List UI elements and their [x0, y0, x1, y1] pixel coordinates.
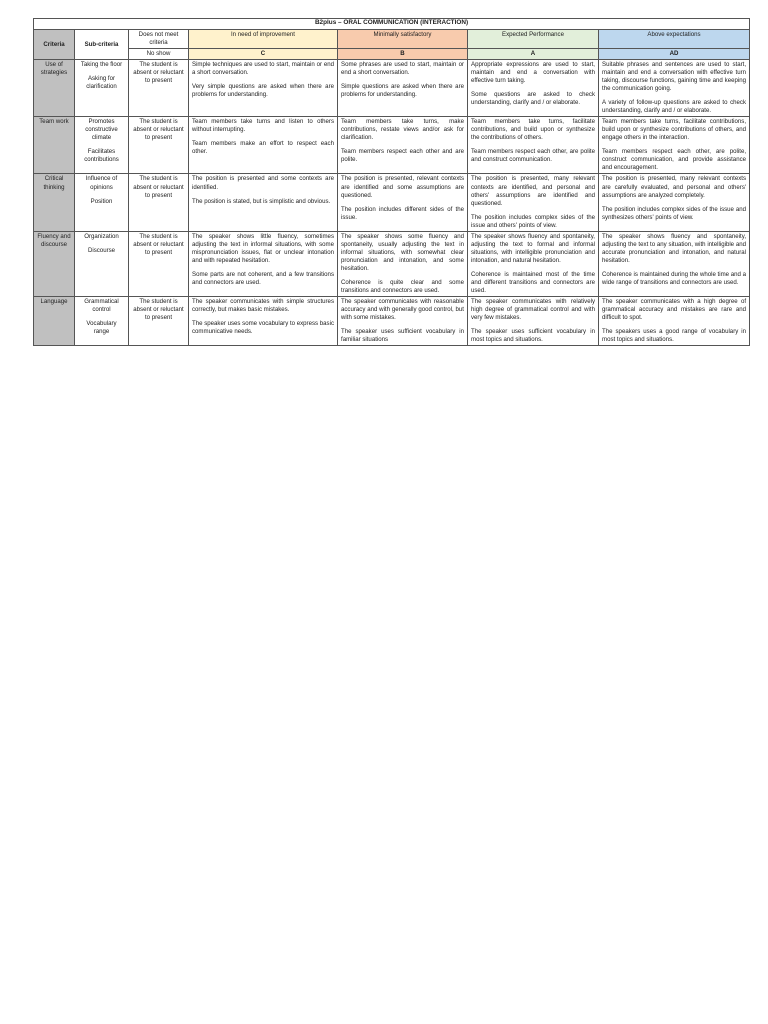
criteria-cell: Fluency and discourse: [34, 231, 75, 296]
table-row: [34, 60, 750, 117]
sub-criteria-cell: Organization Discourse: [75, 231, 129, 296]
ad-descriptor: The speaker communicates with a high degree of grammatical accuracy and mistakes are rare and difficult to spot. The speakers uses a good range of vocabulary in most topics and situations.: [599, 296, 750, 345]
a-descriptor: The speaker communicates with relatively high degree of grammatical control and with very few mistakes. The speaker uses sufficient vocabulary in most topics and situations.: [468, 296, 599, 345]
sub-criteria-header: Sub-criteria: [75, 30, 129, 60]
sub-criteria-cell: Grammatical control Vocabulary range: [75, 296, 129, 345]
c-descriptor: The speaker communicates with simple structures correctly, but makes basic mistakes. The speaker uses some vocabulary to express basic communicative needs.: [189, 296, 338, 345]
a-descriptor: The speaker shows fluency and spontaneity, adjusting the text to formal and informal situations, with intelligible pronunciation and intonation, and natural hesitation. Coherence is maintained most of the time and different transitions and connectors are used.: [468, 231, 599, 296]
dnm-cell: The student is absent or reluctant to present: [129, 231, 189, 296]
ad-level-header: Above expectations: [599, 30, 750, 49]
sub-criteria-cell: Influence of opinions Position: [75, 174, 129, 231]
b-descriptor: Team members take turns, make contributions, restate views and/or ask for clarification. Team members respect each other and are polite.: [338, 117, 468, 174]
rubric-title: B2plus – ORAL COMMUNICATION (INTERACTION): [34, 19, 750, 30]
b-level-header: Minimally satisfactory: [338, 30, 468, 49]
c-level-header: In need of improvement: [189, 30, 338, 49]
ad-letter: AD: [599, 49, 750, 60]
sub-criteria-cell: Taking the floor Asking for clarification: [75, 60, 129, 117]
a-descriptor: Team members take turns, facilitate contributions, and build upon or synthesize the contributions of others. Team members respect each other, are polite and construct communication.: [468, 117, 599, 174]
ad-descriptor: Team members take turns, facilitate contributions, build upon or synthesize contributions of others, and engage others in the interaction. Team members respect each other, are polite, construct communication, and provide assistance and encouragement.: [599, 117, 750, 174]
c-letter: C: [189, 49, 338, 60]
criteria-cell: Team work: [34, 117, 75, 174]
rubric-table: [33, 18, 750, 346]
b-descriptor: The position is presented, relevant contexts are identified and some assumptions are questioned. The position includes different sides of the issue.: [338, 174, 468, 231]
table-row: [34, 174, 750, 231]
dnm-header: Does not meet criteria: [129, 30, 189, 49]
a-descriptor: The position is presented, many relevant contexts are identified, and personal and others' assumptions are identified and questioned. The position includes complex sides of the issue and others' points of view.: [468, 174, 599, 231]
b-letter: B: [338, 49, 468, 60]
dnm-cell: The student is absent or reluctant to present: [129, 117, 189, 174]
dnm-subheader: No show: [129, 49, 189, 60]
criteria-cell: Use of strategies: [34, 60, 75, 117]
table-row: [34, 296, 750, 345]
b-descriptor: Some phrases are used to start, maintain or end a short conversation. Simple questions are asked when there are problems for understanding.: [338, 60, 468, 117]
ad-descriptor: The position is presented, many relevant contexts are carefully evaluated, and personal and others' assumptions are analyzed completely. The position includes complex sides of the issue and synthesizes others' points of view.: [599, 174, 750, 231]
title-row: [34, 19, 750, 30]
c-descriptor: The speaker shows little fluency, sometimes adjusting the text in informal situations, with some mispronunciation issues, flat or unclear intonation and with repeated hesitation. Some parts are not coherent, and a few transitions and connectors are used.: [189, 231, 338, 296]
header-row: [34, 30, 750, 49]
a-level-header: Expected Performance: [468, 30, 599, 49]
letter-row: [34, 49, 750, 60]
c-descriptor: The position is presented and some contexts are identified. The position is stated, but is simplistic and obvious.: [189, 174, 338, 231]
a-letter: A: [468, 49, 599, 60]
table-row: [34, 231, 750, 296]
c-descriptor: Team members take turns and listen to others without interrupting. Team members make an effort to respect each other.: [189, 117, 338, 174]
table-row: [34, 117, 750, 174]
dnm-cell: The student is absent or reluctant to present: [129, 60, 189, 117]
dnm-cell: The student is absent or reluctant to present: [129, 174, 189, 231]
criteria-header: Criteria: [34, 30, 75, 60]
ad-descriptor: The speaker shows fluency and spontaneity, adjusting the text to any situation, with intelligible and accurate pronunciation and intonation, and natural hesitation. Coherence is maintained during the whole time and a wide range of transitions and connectors are used.: [599, 231, 750, 296]
ad-descriptor: Suitable phrases and sentences are used to start, maintain and end a conversation with effective turn taking, discourse functions, gaining time and keeping the communication going. A variety of follow-up questions are asked to check understanding, clarify and / or elaborate.: [599, 60, 750, 117]
criteria-cell: Language: [34, 296, 75, 345]
a-descriptor: Appropriate expressions are used to start, maintain and end a conversation with effective turn taking. Some questions are asked to check understanding, clarify and / or elaborate.: [468, 60, 599, 117]
sub-criteria-cell: Promotes constructive climate Facilitates contributions: [75, 117, 129, 174]
b-descriptor: The speaker shows some fluency and spontaneity, usually adjusting the text in informal situations, with somewhat clear pronunciation and intonation, and some hesitation. Coherence is quite clear and some transitions and connectors are used.: [338, 231, 468, 296]
criteria-cell: Critical thinking: [34, 174, 75, 231]
dnm-cell: The student is absent or reluctant to present: [129, 296, 189, 345]
b-descriptor: The speaker communicates with reasonable accuracy and with generally good control, but with some mistakes. The speaker uses sufficient vocabulary in familiar situations: [338, 296, 468, 345]
c-descriptor: Simple techniques are used to start, maintain or end a short conversation. Very simple questions are asked when there are problems for understanding.: [189, 60, 338, 117]
